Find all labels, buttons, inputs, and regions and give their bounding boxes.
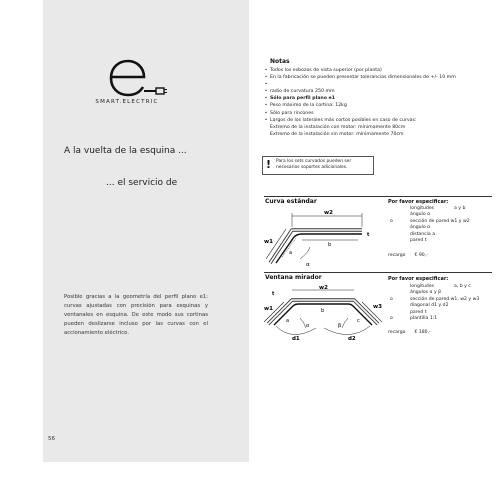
spec-text: pared t	[410, 238, 427, 243]
note-text: En la fabricación se pueden presentar tolerancias dimensionales de +/- 10 mm	[270, 75, 456, 81]
note-text: Peso máximo de la cortina: 12kg	[270, 103, 347, 109]
warning-text	[276, 159, 351, 171]
surcharge-value: € 90,-	[414, 253, 428, 258]
page-number: 56	[48, 436, 55, 442]
note-text: Sólo para rincones	[270, 110, 314, 116]
spec-title-ventana: Por favor especificar:	[388, 276, 449, 282]
note-text: radio de curvatura 250 mm	[270, 89, 335, 95]
notes-list	[262, 67, 492, 138]
headline-corner: A la vuelta de la esquina ...	[64, 146, 187, 156]
spec-prefix: o	[390, 296, 393, 302]
section-title-curva: Curva estándar	[265, 198, 317, 205]
bullet-icon: •	[264, 82, 268, 88]
surcharge-label: recargo	[388, 330, 406, 335]
spec-value: a, b y c	[454, 284, 471, 289]
note-text: Sólo para perfil plano e1	[270, 96, 335, 102]
brand-name: SMART.ELECTRIC	[95, 99, 159, 105]
label-c: c	[357, 318, 360, 324]
notes-title: Notas	[270, 58, 290, 65]
warning-line: Para los sets curvados pueden ser	[276, 159, 352, 164]
note-item	[262, 95, 492, 102]
bullet-icon: •	[264, 75, 268, 81]
intro-paragraph: Posible gracias a la geometría del perfil plano e1: curvas ajustadas con precisión para esquinas y ventanales en esquina. De este modo sus cortinas pueden deslizarse incluso por las curvas con el accionamiento eléctrico.	[64, 294, 208, 336]
note-item	[262, 67, 492, 74]
label-d1: d1	[292, 336, 300, 342]
d1-dim	[276, 326, 316, 335]
wall-inner	[270, 230, 362, 263]
note-item	[262, 81, 492, 88]
note-text: Extremo de la instalación con motor: mínimamente 80cm	[270, 124, 406, 130]
note-item	[262, 117, 492, 124]
spec-text: longitudes	[410, 284, 435, 289]
spec-text: ángulo α	[410, 225, 431, 231]
label-w2: w2	[319, 285, 328, 291]
note-item	[262, 124, 492, 131]
label-w3: w3	[373, 304, 382, 310]
spec-value: a y b	[454, 206, 466, 211]
warning-line: necesarios soportes adicionales.	[276, 165, 348, 170]
surcharge-curva	[388, 253, 428, 258]
note-item	[262, 88, 492, 95]
note-text: Extremo de la instalación sin motor: mínimamente 70cm	[270, 131, 404, 137]
label-b: b	[328, 242, 332, 248]
spec-text: diagonal d1 y d2	[410, 303, 449, 309]
note-text: Todos los esbozos de vista superior (por planta)	[270, 68, 382, 73]
label-t: t	[367, 232, 370, 238]
label-a: a	[289, 250, 293, 256]
label-a: a	[286, 318, 290, 324]
surcharge-label: recargo	[388, 253, 406, 258]
bullet-icon: •	[264, 110, 268, 116]
spec-text: longitudes	[410, 206, 435, 211]
spec-text: plantilla 1:1	[410, 316, 438, 321]
label-b: b	[321, 308, 325, 314]
spec-text: pared t	[410, 309, 427, 315]
spec-text: ángulo α	[410, 212, 431, 218]
spec-prefix: o	[390, 316, 393, 321]
curva-diagram	[262, 207, 382, 269]
label-w1: w1	[264, 239, 273, 245]
wall-shape	[270, 230, 362, 263]
spec-text: sección de pared w1 y w2	[410, 218, 470, 224]
bullet-icon: •	[264, 89, 268, 95]
surcharge-value: € 180,-	[414, 330, 431, 335]
spec-title-curva: Por favor especificar:	[388, 199, 449, 205]
rail-path	[276, 234, 362, 263]
label-alpha: α	[306, 323, 310, 329]
note-text: Largos de los laterales más cortos posibles en caso de curvas:	[270, 117, 417, 123]
bullet-icon: •	[264, 103, 268, 109]
divider	[264, 272, 492, 273]
spec-text: ángulos α y β	[410, 290, 442, 296]
label-alpha: α	[306, 262, 310, 268]
note-item	[262, 110, 492, 117]
bullet-icon: •	[264, 96, 268, 102]
headline-service: ... el servicio de	[106, 178, 178, 188]
label-t: t	[272, 291, 275, 297]
note-item	[262, 74, 492, 81]
beta-arc	[342, 318, 348, 328]
divider	[264, 196, 492, 197]
spec-prefix: o	[390, 218, 393, 224]
warning-box	[262, 156, 374, 175]
label-d2: d2	[348, 336, 356, 342]
bullet-icon: •	[264, 117, 268, 123]
warning-icon: !	[266, 158, 272, 171]
note-item	[262, 131, 492, 138]
bullet-icon: •	[264, 68, 268, 73]
label-w1: w1	[264, 306, 273, 312]
alpha-arc	[300, 247, 310, 259]
label-w2: w2	[324, 210, 333, 216]
ventana-diagram	[262, 284, 386, 346]
section-title-ventana: Ventana mirador	[265, 274, 322, 281]
note-item	[262, 102, 492, 109]
surcharge-ventana	[388, 330, 431, 335]
spec-text: distancia a	[410, 231, 436, 237]
smart-electric-logo	[72, 55, 182, 120]
label-beta: β	[338, 323, 342, 329]
d2-dim	[324, 326, 370, 335]
logo-e-icon	[72, 55, 182, 100]
spec-text: sección de pared w1, w2 y w3	[410, 296, 480, 302]
